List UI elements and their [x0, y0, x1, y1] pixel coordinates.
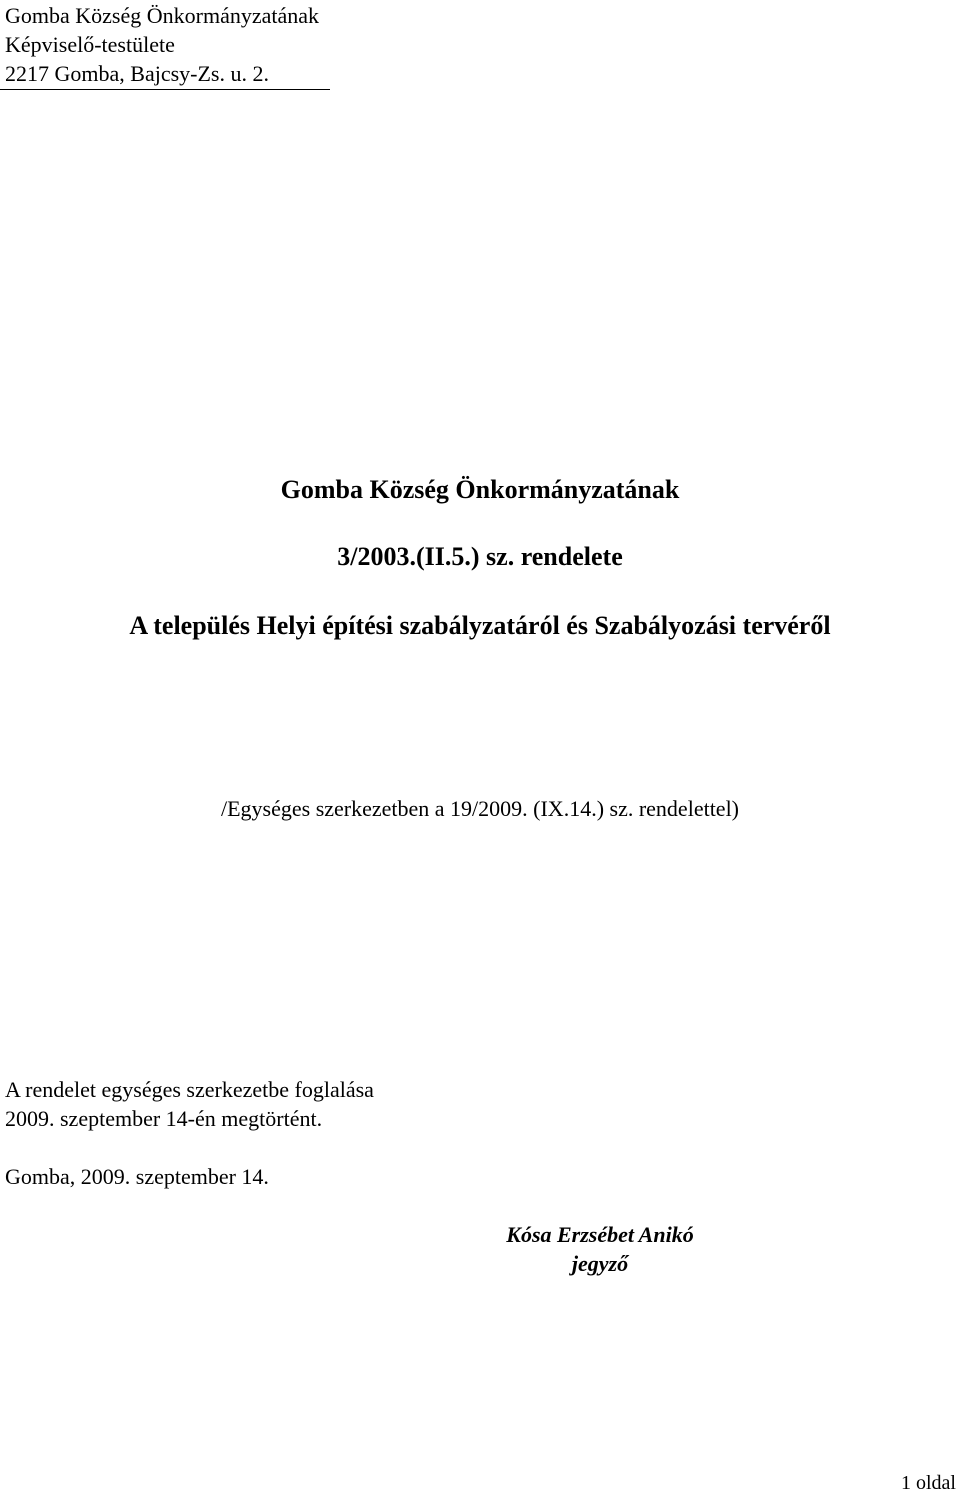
consolidation-note: /Egységes szerkezetben a 19/2009. (IX.14.) sz. rendelettel)	[220, 796, 740, 821]
body-line-1: A rendelet egységes szerkezetbe foglalása	[5, 1077, 374, 1102]
header-body: Képviselő-testülete	[5, 32, 175, 57]
header-municipality: Gomba Község Önkormányzatának	[5, 3, 320, 28]
body-line-2: 2009. szeptember 14-én megtörtént.	[5, 1106, 323, 1131]
header-address: 2217 Gomba, Bajcsy-Zs. u. 2.	[5, 61, 269, 86]
page-number: 1 oldal	[901, 1472, 956, 1494]
header-underline	[0, 89, 330, 90]
title-regulation-number: 3/2003.(II.5.) sz. rendelete	[337, 542, 623, 571]
title-authority: Gomba Község Önkormányzatának	[280, 475, 680, 504]
title-subject: A település Helyi építési szabályzatáról és Szabályozási tervéről	[129, 611, 831, 640]
signature-title: jegyző	[571, 1251, 629, 1276]
signature-name: Kósa Erzsébet Anikó	[506, 1222, 694, 1247]
place-date: Gomba, 2009. szeptember 14.	[5, 1164, 269, 1189]
